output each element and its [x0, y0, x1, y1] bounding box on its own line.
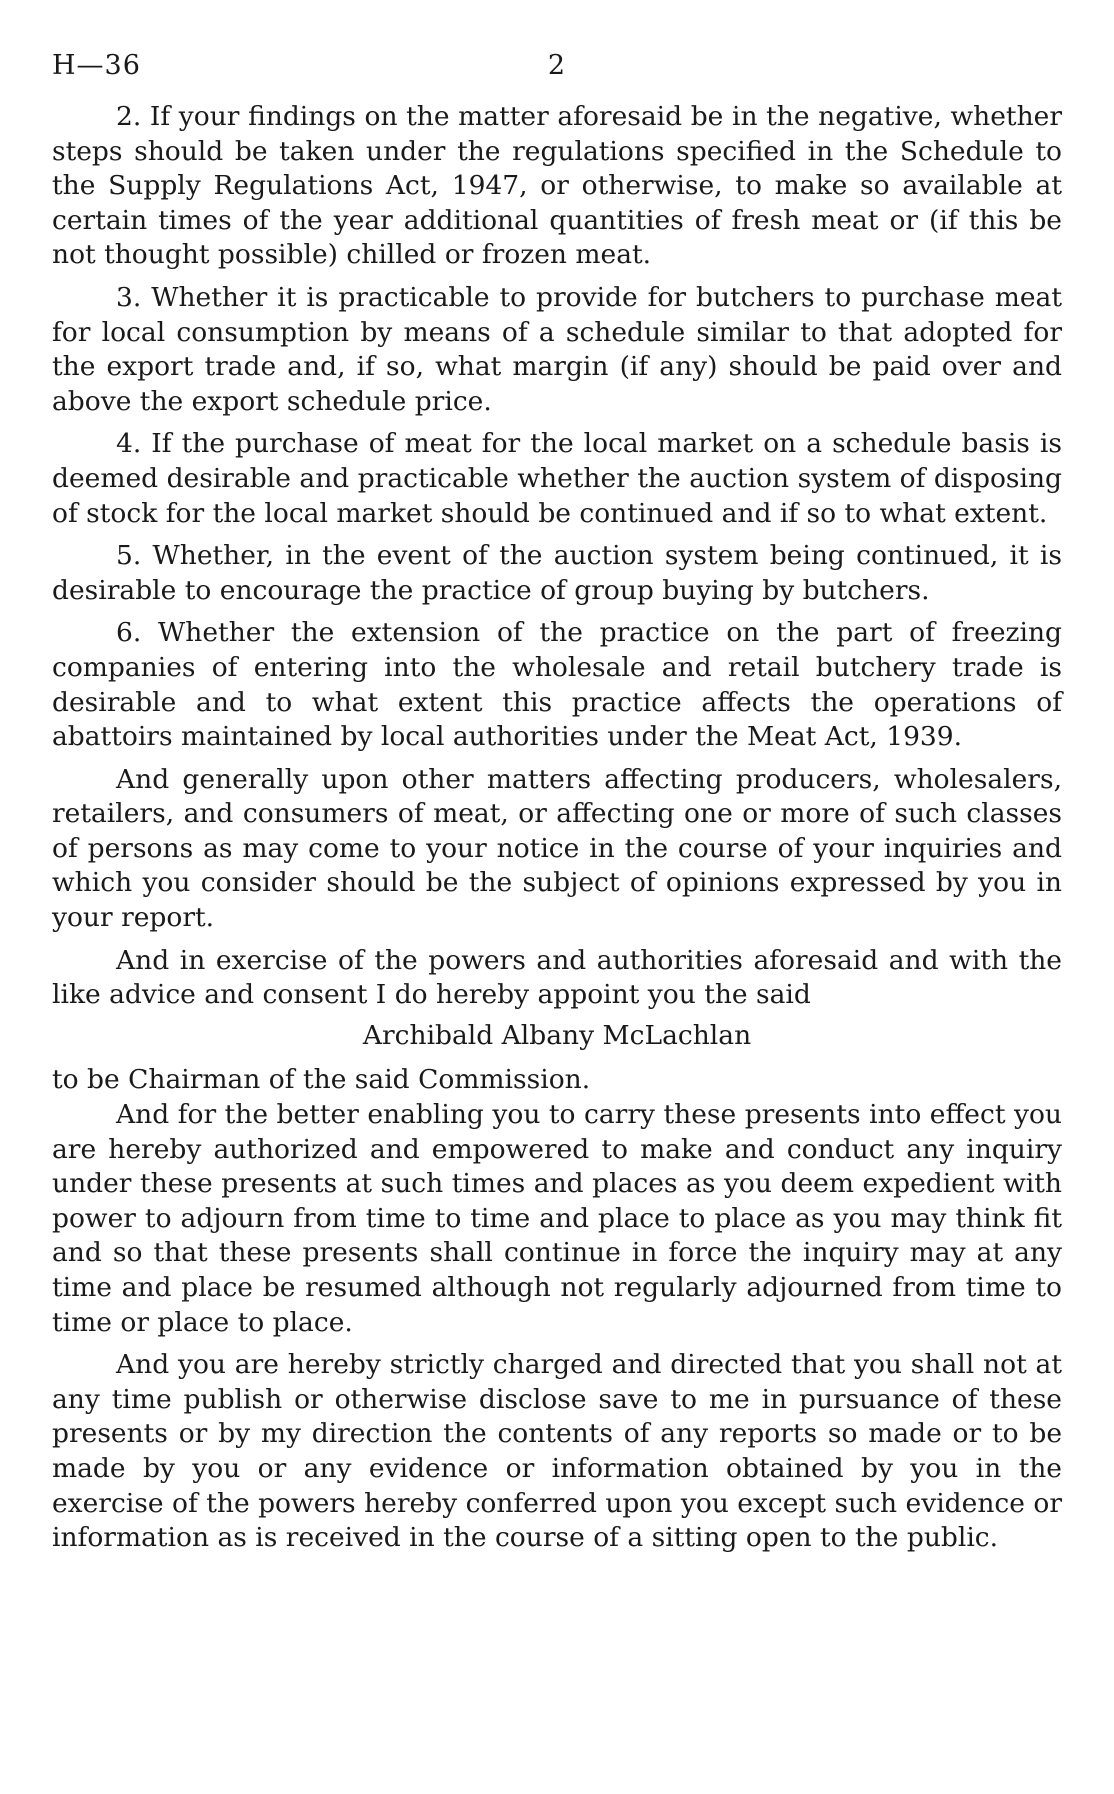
document-id: H—36 — [52, 50, 141, 81]
paragraph-clause-6: 6. Whether the extension of the practice on the part of freezing companies of entering into the wholesale and retail butchery trade is desirable and to what extent this practice affects the operations of abattoirs maintained by local authorities under the Meat Act, 1939. — [52, 617, 1062, 753]
chairman-name: Archibald Albany McLachlan — [362, 1019, 752, 1051]
paragraph-chairman-role: to be Chairman of the said Commission. — [52, 1064, 591, 1096]
paragraph-clause-4: 4. If the purchase of meat for the local market on a schedule basis is deemed desirable and practicable whether the auction system of disposing of stock for the local market should be continued and if so to what extent. — [52, 428, 1062, 529]
paragraph-clause-3: 3. Whether it is practicable to provide for butchers to purchase meat for local consumption by means of a schedule similar to that adopted for the export trade and, if so, what margin (if any) should be paid over and above the export schedule price. — [52, 281, 1062, 417]
page-number: 2 — [547, 50, 567, 81]
paragraph-confidentiality: And you are hereby strictly charged and directed that you shall not at any time publish or otherwise disclose save to me in pursuance of these presents or by my direction the contents of any reports so made or to be made by you or any evidence or information obtained by you in the exercise of the powers hereby conferred upon you except such evidence or information as is received in the course of a sitting open to the public. — [52, 1349, 1062, 1554]
paragraph-general-matters: And generally upon other matters affecting producers, wholesalers, retailers, and consumers of meat, or affecting one or more of such classes of persons as may come to your notice in the course of your inquiries and which you consider should be the subject of opinions expressed by you in your report. — [52, 763, 1062, 934]
document-page — [52, 50, 1062, 1564]
paragraph-clause-2: 2. If your findings on the matter aforesaid be in the negative, whether steps should be taken under the regulations specified in the Schedule to the Supply Regulations Act, 1947, or otherwise, to make so available at certain times of the year additional quantities of fresh meat or (if this be not thought possible) chilled or frozen meat. — [52, 101, 1062, 271]
running-head — [52, 50, 1062, 90]
paragraph-clause-5: 5. Whether, in the event of the auction system being continued, it is desirable to encourage the practice of group buying by butchers. — [52, 540, 1062, 606]
paragraph-appointment: And in exercise of the powers and authorities aforesaid and with the like advice and consent I do hereby appoint you the said — [52, 944, 1062, 1011]
document-body — [52, 100, 1062, 1556]
paragraph-powers: And for the better enabling you to carry these presents into effect you are hereby authorized and empowered to make and conduct any inquiry under these presents at such times and places as you deem expedient with power to adjourn from time to time and place to place as you may think fit and so that these presents shall continue in force the inquiry may at any time and place be resumed although not regularly adjourned from time to time or place to place. — [52, 1099, 1062, 1338]
